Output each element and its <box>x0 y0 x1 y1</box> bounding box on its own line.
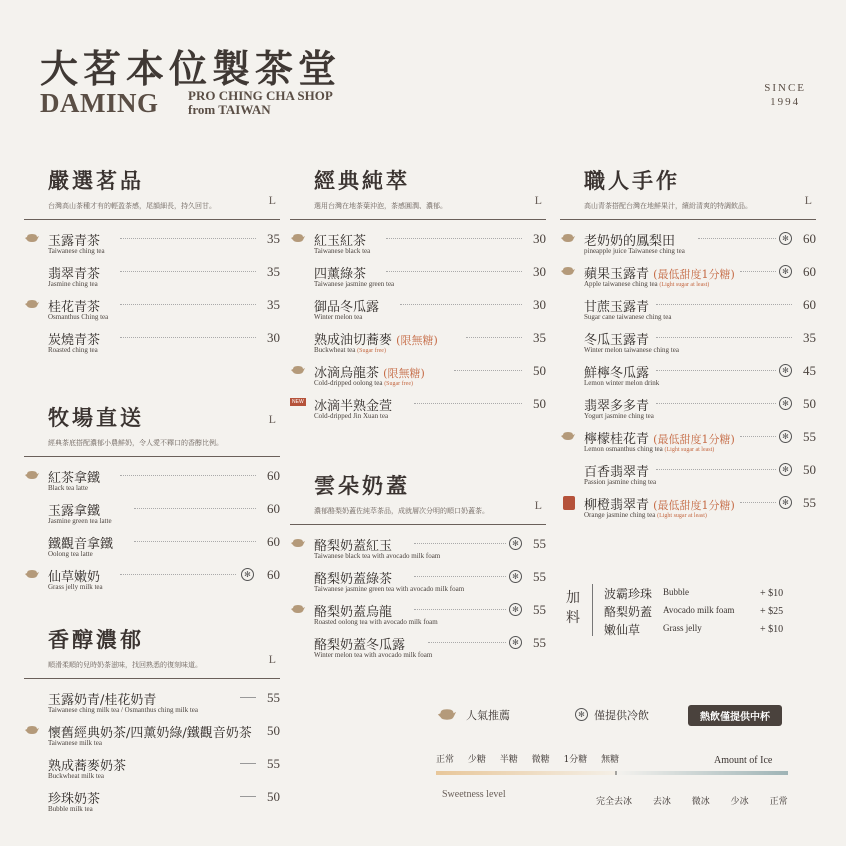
dot-leader <box>120 574 236 575</box>
teapot-icon <box>24 569 40 579</box>
item-name: 御品冬瓜露 <box>314 300 380 315</box>
item-price: 50 <box>803 396 816 411</box>
teapot-icon <box>436 708 458 721</box>
item-name-en: Taiwanese milk tea <box>48 739 102 747</box>
menu-item[interactable] <box>24 296 280 329</box>
special-badge-icon <box>563 496 575 510</box>
item-price: 60 <box>267 468 280 483</box>
item-price: 55 <box>267 690 280 705</box>
brand-tagline-line1: PRO CHING CHA SHOP <box>188 88 333 103</box>
item-name: 酪梨奶蓋紅玉 <box>314 539 393 554</box>
dash-leader <box>240 796 256 797</box>
item-name-en: Buckwheat milk tea <box>48 772 104 780</box>
dot-leader <box>400 304 522 305</box>
section-header <box>24 402 280 448</box>
section-divider <box>24 456 280 457</box>
item-name: 玉露拿鐵 <box>48 504 101 519</box>
item-price: 60 <box>803 231 816 246</box>
item-name-en-text: Apple taiwanese ching tea <box>584 280 658 288</box>
dot-leader <box>740 502 776 503</box>
dot-leader <box>120 475 256 476</box>
menu-item[interactable] <box>24 329 280 362</box>
ice-level: 完全去冰 <box>596 797 633 807</box>
item-name: 鮮檸冬瓜露 <box>584 366 650 381</box>
section-divider <box>290 524 546 525</box>
addon-name-en: Avocado milk foam <box>663 605 735 615</box>
sugar-note: (限無糖) <box>383 367 425 380</box>
menu-item[interactable] <box>560 395 816 428</box>
item-name-en: Bubble milk tea <box>48 805 93 813</box>
sweetness-levels <box>436 752 630 765</box>
item-price: 50 <box>533 363 546 378</box>
ice-bar <box>616 771 788 775</box>
item-name: 四薰綠茶 <box>314 267 367 282</box>
section-header <box>24 624 280 670</box>
dot-leader <box>656 370 776 371</box>
item-price: 55 <box>533 602 546 617</box>
sweetness-ice-bar <box>436 771 788 775</box>
item-name: 熟成蕎麥奶茶 <box>48 759 127 774</box>
sugar-note: (限無糖) <box>396 334 438 347</box>
section-title: 香醇濃郁 <box>48 627 144 652</box>
dot-leader <box>414 576 506 577</box>
item-name: 酪梨奶蓋烏龍 <box>314 605 393 620</box>
item-price: 60 <box>803 297 816 312</box>
sugar-note-en: (Light sugar at least) <box>664 447 715 453</box>
sweetness-level: 1分糖 <box>563 755 588 765</box>
item-name-en: Taiwanese jasmine green tea <box>314 280 395 288</box>
sugar-note-en: (Light sugar at least) <box>659 282 710 288</box>
addon-title-2: 料 <box>566 610 580 626</box>
menu-item[interactable] <box>24 467 280 500</box>
size-label: L <box>268 652 276 666</box>
item-name-en <box>584 445 714 453</box>
item-name: 酪梨奶蓋冬瓜露 <box>314 638 406 653</box>
sugar-note-en: (Sugar free) <box>357 348 386 354</box>
teapot-icon <box>24 233 40 243</box>
addon-price: + $10 <box>760 588 784 599</box>
dot-leader <box>428 642 506 643</box>
item-name-en: Taiwanese jasmine green tea with avocado milk foam <box>314 585 465 593</box>
item-name-en: Jasmine ching tea <box>48 280 98 288</box>
menu-item[interactable] <box>560 494 816 527</box>
item-price: 60 <box>803 264 816 279</box>
item-price: 55 <box>267 756 280 771</box>
item-price: 50 <box>267 789 280 804</box>
menu-item[interactable] <box>290 568 546 601</box>
menu-item[interactable] <box>290 296 546 329</box>
addon-divider <box>592 584 593 636</box>
menu-item[interactable] <box>24 533 280 566</box>
item-price: 35 <box>267 264 280 279</box>
section-milk-tea <box>24 624 280 821</box>
menu-item[interactable] <box>24 500 280 533</box>
item-name-en-text: Orange jasmine ching tea <box>584 511 656 519</box>
item-price: 60 <box>267 567 280 582</box>
item-name-en <box>584 511 707 519</box>
ice-level: 少冰 <box>730 797 749 807</box>
item-name-en: pineapple juice Taiwanese ching tea <box>584 247 685 255</box>
menu-item[interactable] <box>560 362 816 395</box>
item-name-en: Taiwanese ching tea <box>48 247 105 255</box>
legend-cold-only: 僅提供冷飲 <box>594 709 649 722</box>
dot-leader <box>414 543 506 544</box>
item-price: 35 <box>533 330 546 345</box>
snowflake-icon: ✻ <box>779 430 792 443</box>
section-divider <box>24 678 280 679</box>
teapot-icon <box>290 233 306 243</box>
dot-leader <box>120 304 256 305</box>
hot-drink-badge: 熱飲僅提供中杯 <box>688 705 782 726</box>
menu-item[interactable] <box>560 428 816 461</box>
section-ranch-latte <box>24 402 280 599</box>
dot-leader <box>414 403 522 404</box>
item-price: 60 <box>267 501 280 516</box>
item-name: 老奶奶的鳳梨田 <box>584 234 676 249</box>
section-title: 牧場直送 <box>48 405 144 430</box>
item-price: 55 <box>533 536 546 551</box>
item-price: 30 <box>533 297 546 312</box>
item-name-en: Lemon winter melon drink <box>584 379 660 387</box>
item-name: 甘蔗玉露青 <box>584 300 650 315</box>
new-badge: NEW <box>292 399 304 405</box>
item-name-en: Black tea latte <box>48 484 89 492</box>
item-name-en: Yogurt jasmine ching tea <box>584 412 654 420</box>
item-name-en: Winter melon taiwanese ching tea <box>584 346 679 354</box>
item-name-en: Sugar cane taiwanese ching tea <box>584 313 672 321</box>
ice-levels <box>596 794 806 807</box>
item-price: 35 <box>803 330 816 345</box>
item-name-text: 冰滴烏龍茶 <box>314 366 380 381</box>
teapot-icon <box>24 299 40 309</box>
teapot-icon <box>560 266 576 276</box>
brand-tagline-line2: from TAIWAN <box>188 102 271 117</box>
item-name-en: Roasted oolong tea with avocado milk foam <box>314 618 438 626</box>
section-pure-tea <box>290 165 546 428</box>
section-desc: 順滑柔順的兒時奶茶滋味，找回熟悉的復刻味道。 <box>48 661 202 669</box>
sugar-note: (最低甜度1分糖) <box>653 499 735 512</box>
legend-popular: 人氣推薦 <box>466 709 510 722</box>
item-name: 紅茶拿鐵 <box>48 471 101 486</box>
item-price: 55 <box>533 635 546 650</box>
section-header <box>290 470 546 516</box>
item-name-en: Jasmine green tea latte <box>48 517 112 525</box>
item-name-en: Passion jasmine ching tea <box>584 478 657 486</box>
brand-name-en: DAMING <box>40 88 159 118</box>
brand-tagline <box>188 89 333 117</box>
section-divider <box>290 219 546 220</box>
snowflake-icon: ✻ <box>779 463 792 476</box>
item-price: 30 <box>533 231 546 246</box>
item-name-text: 檸檬桂花青 <box>584 432 650 447</box>
teapot-icon <box>560 431 576 441</box>
section-crafted <box>560 165 816 527</box>
item-name-en: Grass jelly milk tea <box>48 583 103 591</box>
section-divider <box>24 219 280 220</box>
since-label: SINCE <box>764 82 806 94</box>
item-name-text: 柳橙翡翠青 <box>584 498 650 513</box>
dot-leader <box>120 238 256 239</box>
section-header <box>560 165 816 211</box>
item-name-en <box>314 379 413 387</box>
dot-leader <box>740 271 776 272</box>
item-name: 百香翡翠青 <box>584 465 650 480</box>
item-name-en: Oolong tea latte <box>48 550 93 558</box>
section-premium-tea <box>24 165 280 362</box>
item-name-en: Cold-dripped Jin Xuan tea <box>314 412 389 420</box>
snowflake-icon: ✻ <box>779 232 792 245</box>
section-header <box>24 165 280 211</box>
item-price: 55 <box>533 569 546 584</box>
size-label: L <box>804 193 812 207</box>
snowflake-icon: ✻ <box>779 364 792 377</box>
dot-leader <box>698 238 776 239</box>
section-desc: 台灣高山茶種才有的輕盈茶感，尾韻細長，持久回甘。 <box>48 202 216 210</box>
item-name: 玉露奶青/桂花奶青 <box>48 693 157 708</box>
dot-leader <box>466 337 522 338</box>
addon-title <box>566 588 580 628</box>
menu-item[interactable] <box>560 296 816 329</box>
item-name-en: Winter melon tea <box>314 313 363 321</box>
item-name-text: 蘋果玉露青 <box>584 267 650 282</box>
item-price: 30 <box>267 330 280 345</box>
sugar-note-en: (Light sugar at least) <box>657 513 707 519</box>
menu-item[interactable] <box>290 329 546 362</box>
item-name: 鐵觀音拿鐵 <box>48 537 114 552</box>
item-name-text: 熟成油切蕎麥 <box>314 333 393 348</box>
size-label: L <box>534 193 542 207</box>
dot-leader <box>454 370 522 371</box>
item-name-en: Winter melon tea with avocado milk foam <box>314 651 433 659</box>
item-name-en: Osmanthus Ching tea <box>48 313 109 321</box>
item-name: 桂花青茶 <box>48 300 101 315</box>
menu-item[interactable] <box>24 689 280 722</box>
item-name-en-text: Cold-dripped oolong tea <box>314 379 383 387</box>
menu-item[interactable] <box>290 395 546 428</box>
teapot-icon <box>24 470 40 480</box>
section-divider <box>560 219 816 220</box>
dot-leader <box>134 508 256 509</box>
brand-name-zh: 大茗本位製茶堂 <box>40 46 342 91</box>
snowflake-icon: ✻ <box>779 265 792 278</box>
menu-item[interactable] <box>24 788 280 821</box>
size-label: L <box>268 412 276 426</box>
menu-item[interactable] <box>290 601 546 634</box>
snowflake-icon: ✻ <box>779 397 792 410</box>
item-name: 珍珠奶茶 <box>48 792 101 807</box>
ice-level: 正常 <box>769 797 788 807</box>
ice-level: 微冰 <box>691 797 710 807</box>
item-price: 55 <box>803 429 816 444</box>
dot-leader <box>656 337 792 338</box>
snowflake-icon: ✻ <box>509 636 522 649</box>
snowflake-icon: ✻ <box>575 708 588 721</box>
item-price: 55 <box>803 495 816 510</box>
item-price: 50 <box>267 723 280 738</box>
dash-leader <box>240 763 256 764</box>
sugar-note-en: (Sugar free) <box>384 381 414 387</box>
section-title: 經典純萃 <box>314 168 410 193</box>
sweetness-bar <box>436 771 616 775</box>
dot-leader <box>656 304 792 305</box>
item-name-en: Roasted ching tea <box>48 346 98 354</box>
section-title: 嚴選茗品 <box>48 168 144 193</box>
item-name: 冬瓜玉露青 <box>584 333 650 348</box>
snowflake-icon: ✻ <box>509 570 522 583</box>
section-desc: 高山青茶搭配台灣在地鮮果汁，繽紛清爽的特調飲品。 <box>584 202 752 210</box>
item-price: 50 <box>533 396 546 411</box>
addon-name: 波霸珍珠 <box>604 587 653 601</box>
item-name-en-text: Lemon osmanthus ching tea <box>584 445 663 453</box>
addon-name: 酪梨奶蓋 <box>604 605 653 619</box>
item-name: 翡翠多多青 <box>584 399 650 414</box>
menu-item[interactable] <box>24 230 280 263</box>
teapot-icon <box>290 365 306 375</box>
ice-level: 去冰 <box>652 797 671 807</box>
menu-item[interactable] <box>560 230 816 263</box>
snowflake-icon: ✻ <box>779 496 792 509</box>
item-price: 60 <box>267 534 280 549</box>
item-name: 酪梨奶蓋綠茶 <box>314 572 393 587</box>
dot-leader <box>414 609 506 610</box>
item-name: 紅玉紅茶 <box>314 234 367 249</box>
menu-item[interactable] <box>560 329 816 362</box>
dot-leader <box>386 271 522 272</box>
menu-item[interactable] <box>290 230 546 263</box>
dot-leader <box>120 337 256 338</box>
sugar-note: (最低甜度1分糖) <box>653 268 735 281</box>
dash-leader <box>240 697 256 698</box>
item-name: 懷舊經典奶茶/四薰奶綠/鐵觀音奶茶 <box>48 726 252 741</box>
menu-item[interactable] <box>290 535 546 568</box>
item-name-en: Taiwanese black tea with avocado milk foam <box>314 552 441 560</box>
section-title: 職人手作 <box>584 168 680 193</box>
addon-price: + $10 <box>760 624 784 635</box>
dot-leader <box>656 469 776 470</box>
size-label: L <box>268 193 276 207</box>
sweetness-level: 無糖 <box>601 755 620 765</box>
section-header <box>290 165 546 211</box>
snowflake-icon: ✻ <box>509 603 522 616</box>
teapot-icon <box>24 725 40 735</box>
sweetness-level: 半糖 <box>499 755 518 765</box>
item-name: 玉露青茶 <box>48 234 101 249</box>
item-name: 冰滴半熟金萱 <box>314 399 393 414</box>
dot-leader <box>740 436 776 437</box>
dot-leader <box>656 403 776 404</box>
item-price: 35 <box>267 297 280 312</box>
item-name: 翡翠青茶 <box>48 267 101 282</box>
item-price: 45 <box>803 363 816 378</box>
menu-item[interactable] <box>290 362 546 395</box>
section-desc: 經典茶底搭配濃郁小農鮮奶，令人愛不釋口的香醇比例。 <box>48 439 223 447</box>
dot-leader <box>386 238 522 239</box>
size-label: L <box>534 498 542 512</box>
item-name: 仙草嫩奶 <box>48 570 101 585</box>
addon-price: + $25 <box>760 606 784 617</box>
dot-leader <box>134 541 256 542</box>
snowflake-icon: ✻ <box>241 568 254 581</box>
item-price: 35 <box>267 231 280 246</box>
item-price: 50 <box>803 462 816 477</box>
addon-name-en: Bubble <box>663 587 689 597</box>
sweetness-level: 微糖 <box>531 755 550 765</box>
menu-item[interactable] <box>24 263 280 296</box>
addon-name: 嫩仙草 <box>604 623 641 637</box>
ice-label: Amount of Ice <box>714 755 773 766</box>
item-name-en-text: Buckwheat tea <box>314 346 356 354</box>
item-price: 30 <box>533 264 546 279</box>
section-milk-foam <box>290 470 546 667</box>
menu-item[interactable] <box>560 263 816 296</box>
teapot-icon <box>290 604 306 614</box>
item-name-en <box>314 346 386 354</box>
item-name: 炭燒青茶 <box>48 333 101 348</box>
menu-item[interactable] <box>24 566 280 599</box>
since-year: 1994 <box>770 96 801 108</box>
snowflake-icon: ✻ <box>509 537 522 550</box>
addon-title-1: 加 <box>566 590 580 606</box>
section-desc: 濃郁酪梨奶蓋佐純萃茶品，成就層次分明的順口奶蓋茶。 <box>314 507 489 515</box>
menu-item[interactable] <box>560 461 816 494</box>
menu-item[interactable] <box>24 755 280 788</box>
dot-leader <box>120 271 256 272</box>
sweetness-level: 正常 <box>436 755 455 765</box>
item-name-en <box>584 280 709 288</box>
section-desc: 選用台灣在地茶葉沖泡，茶感圓潤、濃郁。 <box>314 202 447 210</box>
menu-item[interactable] <box>290 263 546 296</box>
item-name-en: Taiwanese black tea <box>314 247 371 255</box>
since-badge <box>764 81 806 109</box>
sugar-note: (最低甜度1分糖) <box>653 433 735 446</box>
item-name-en: Taiwanese ching milk tea / Osmanthus ching milk tea <box>48 706 198 714</box>
addon-name-en: Grass jelly <box>663 623 702 633</box>
sweetness-level: 少糖 <box>467 755 486 765</box>
teapot-icon <box>560 233 576 243</box>
menu-item[interactable] <box>290 634 546 667</box>
sweetness-label: Sweetness level <box>442 789 506 800</box>
menu-item[interactable] <box>24 722 280 755</box>
section-title: 雲朵奶蓋 <box>314 473 410 498</box>
teapot-icon <box>290 538 306 548</box>
